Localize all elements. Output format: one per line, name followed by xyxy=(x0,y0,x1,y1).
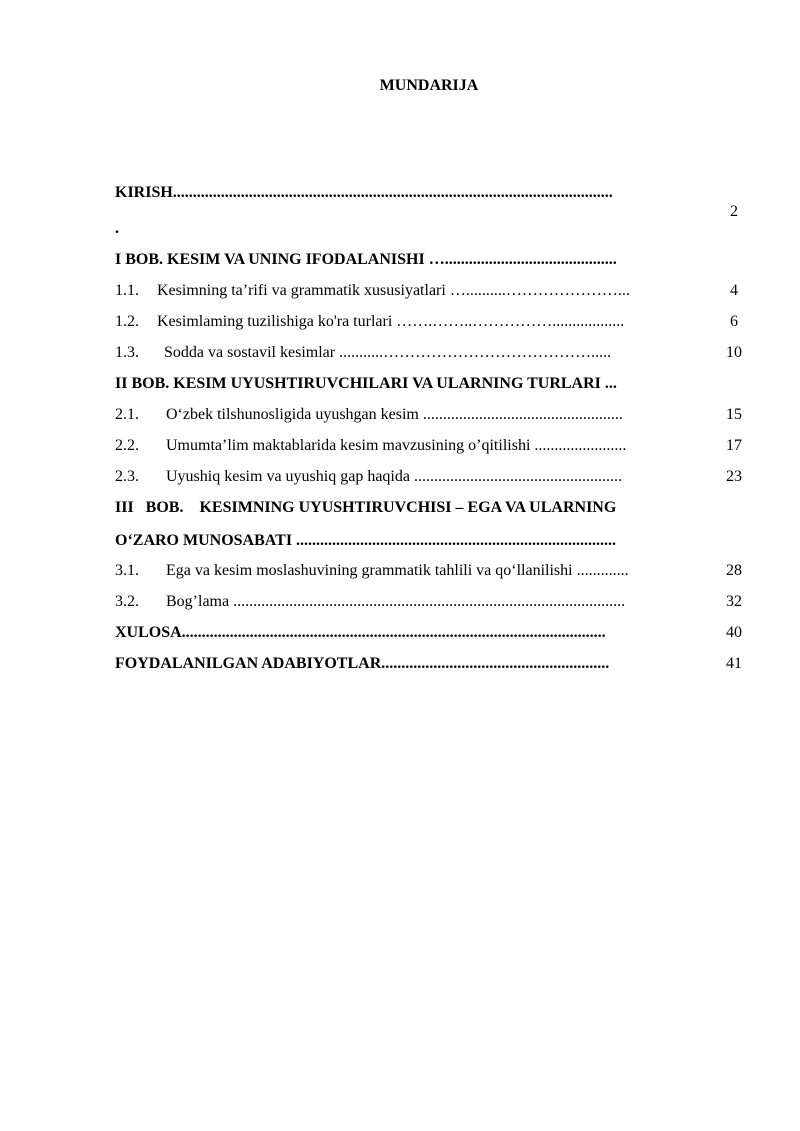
toc-section-1-3 xyxy=(115,343,611,363)
toc-entry-references: FOYDALANILGAN ADABIYOTLAR......................................................... xyxy=(115,655,610,672)
toc-section-2-1 xyxy=(115,405,623,425)
section-title: Sodda va sostavil kesimlar ...........…………………………………..... xyxy=(164,344,612,361)
section-number: 2.2. xyxy=(115,437,139,454)
toc-chapter-3: III BOB. KESIMNING UYUSHTIRUVCHISI – EGA VA ULARNING xyxy=(115,499,617,516)
section-number: 2.3. xyxy=(115,468,139,485)
section-title: Uyushiq kesim va uyushiq gap haqida .................................................... xyxy=(166,468,622,485)
toc-section-1-2 xyxy=(115,312,624,332)
section-title: Umumta’lim maktablarida kesim mavzusining o’qitilishi ....................... xyxy=(166,437,627,454)
section-title: Ega va kesim moslashuvining grammatik tahlili va qo‘llanilishi ............. xyxy=(166,562,629,579)
section-title: Kesimning ta’rifi va grammatik xususiyatlari …..........…………………... xyxy=(157,282,630,299)
toc-entry-kirish: KIRISH.............................................................................................................. xyxy=(115,184,613,201)
toc-page-2-3: 23 xyxy=(726,468,742,485)
section-number: 3.1. xyxy=(115,562,139,579)
toc-section-3-2 xyxy=(115,592,625,612)
toc-page-2-2: 17 xyxy=(726,437,742,454)
toc-page-1-3: 10 xyxy=(726,344,742,361)
toc-page-xulosa: 40 xyxy=(726,624,742,641)
toc-section-1-1 xyxy=(115,281,630,301)
toc-page-3-2: 32 xyxy=(726,593,742,610)
page-title: MUNDARIJA xyxy=(379,77,479,94)
toc-page-1-2: 6 xyxy=(730,313,738,330)
toc-section-2-3 xyxy=(115,467,622,487)
toc-page-references: 41 xyxy=(726,655,742,672)
toc-page-3-1: 28 xyxy=(726,562,742,579)
toc-page-kirish: 2 xyxy=(730,203,738,220)
section-number: 2.1. xyxy=(115,406,139,423)
toc-page-2-1: 15 xyxy=(726,406,742,423)
section-number: 1.1. xyxy=(115,282,139,299)
toc-chapter-3-continuation: O‘ZARO MUNOSABATI ................................................................................ xyxy=(115,532,617,549)
toc-chapter-2: II BOB. KESIM UYUSHTIRUVCHILARI VA ULARNING TURLARI ... xyxy=(115,375,617,392)
section-title: Bog’lama .................................................................................................. xyxy=(166,593,626,610)
toc-section-2-2 xyxy=(115,436,626,456)
section-title: O‘zbek tilshunosligida uyushgan kesim .................................................. xyxy=(166,406,623,423)
toc-chapter-1: I BOB. KESIM VA UNING IFODALANISHI …........................................... xyxy=(115,251,617,268)
section-title: Kesimlaming tuzilishiga ko'ra turlari …….……..…………….................. xyxy=(157,313,625,330)
toc-entry-kirish-continuation: . xyxy=(115,220,119,237)
section-number: 3.2. xyxy=(115,593,139,610)
section-number: 1.2. xyxy=(115,313,139,330)
toc-section-3-1 xyxy=(115,561,629,581)
toc-entry-xulosa: XULOSA.......................................................................................................... xyxy=(115,624,606,641)
toc-page-1-1: 4 xyxy=(730,282,738,299)
section-number: 1.3. xyxy=(115,344,139,361)
